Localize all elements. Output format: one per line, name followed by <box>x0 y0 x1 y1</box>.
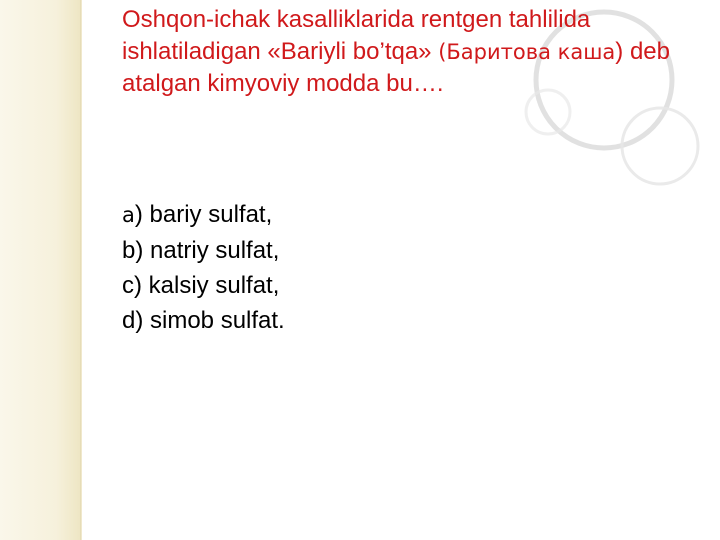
answer-text-d: d) simob sulfat. <box>122 307 285 334</box>
answer-options <box>122 197 285 338</box>
answer-text-a: ) bariy sulfat, <box>134 201 273 228</box>
question-part-2: ) deb atalgan kimyoviy modda bu…. <box>122 38 670 97</box>
question-part-1: Oshqon-ichak kasalliklarida rentgen tahlilida ishlatiladigan «Bariyli bo’tqa» <box>122 6 591 65</box>
answer-text-b: b) natriy sulfat, <box>122 237 280 264</box>
question-text <box>122 4 702 100</box>
question-cyrillic: (Баритова каша <box>438 40 616 64</box>
answer-option-d <box>122 303 285 338</box>
answer-letter-a: a <box>122 203 135 227</box>
answer-text-c: c) kalsiy sulfat, <box>122 272 280 299</box>
answer-option-c <box>122 268 285 303</box>
answer-option-b <box>122 233 285 268</box>
answer-option-a <box>122 197 285 233</box>
